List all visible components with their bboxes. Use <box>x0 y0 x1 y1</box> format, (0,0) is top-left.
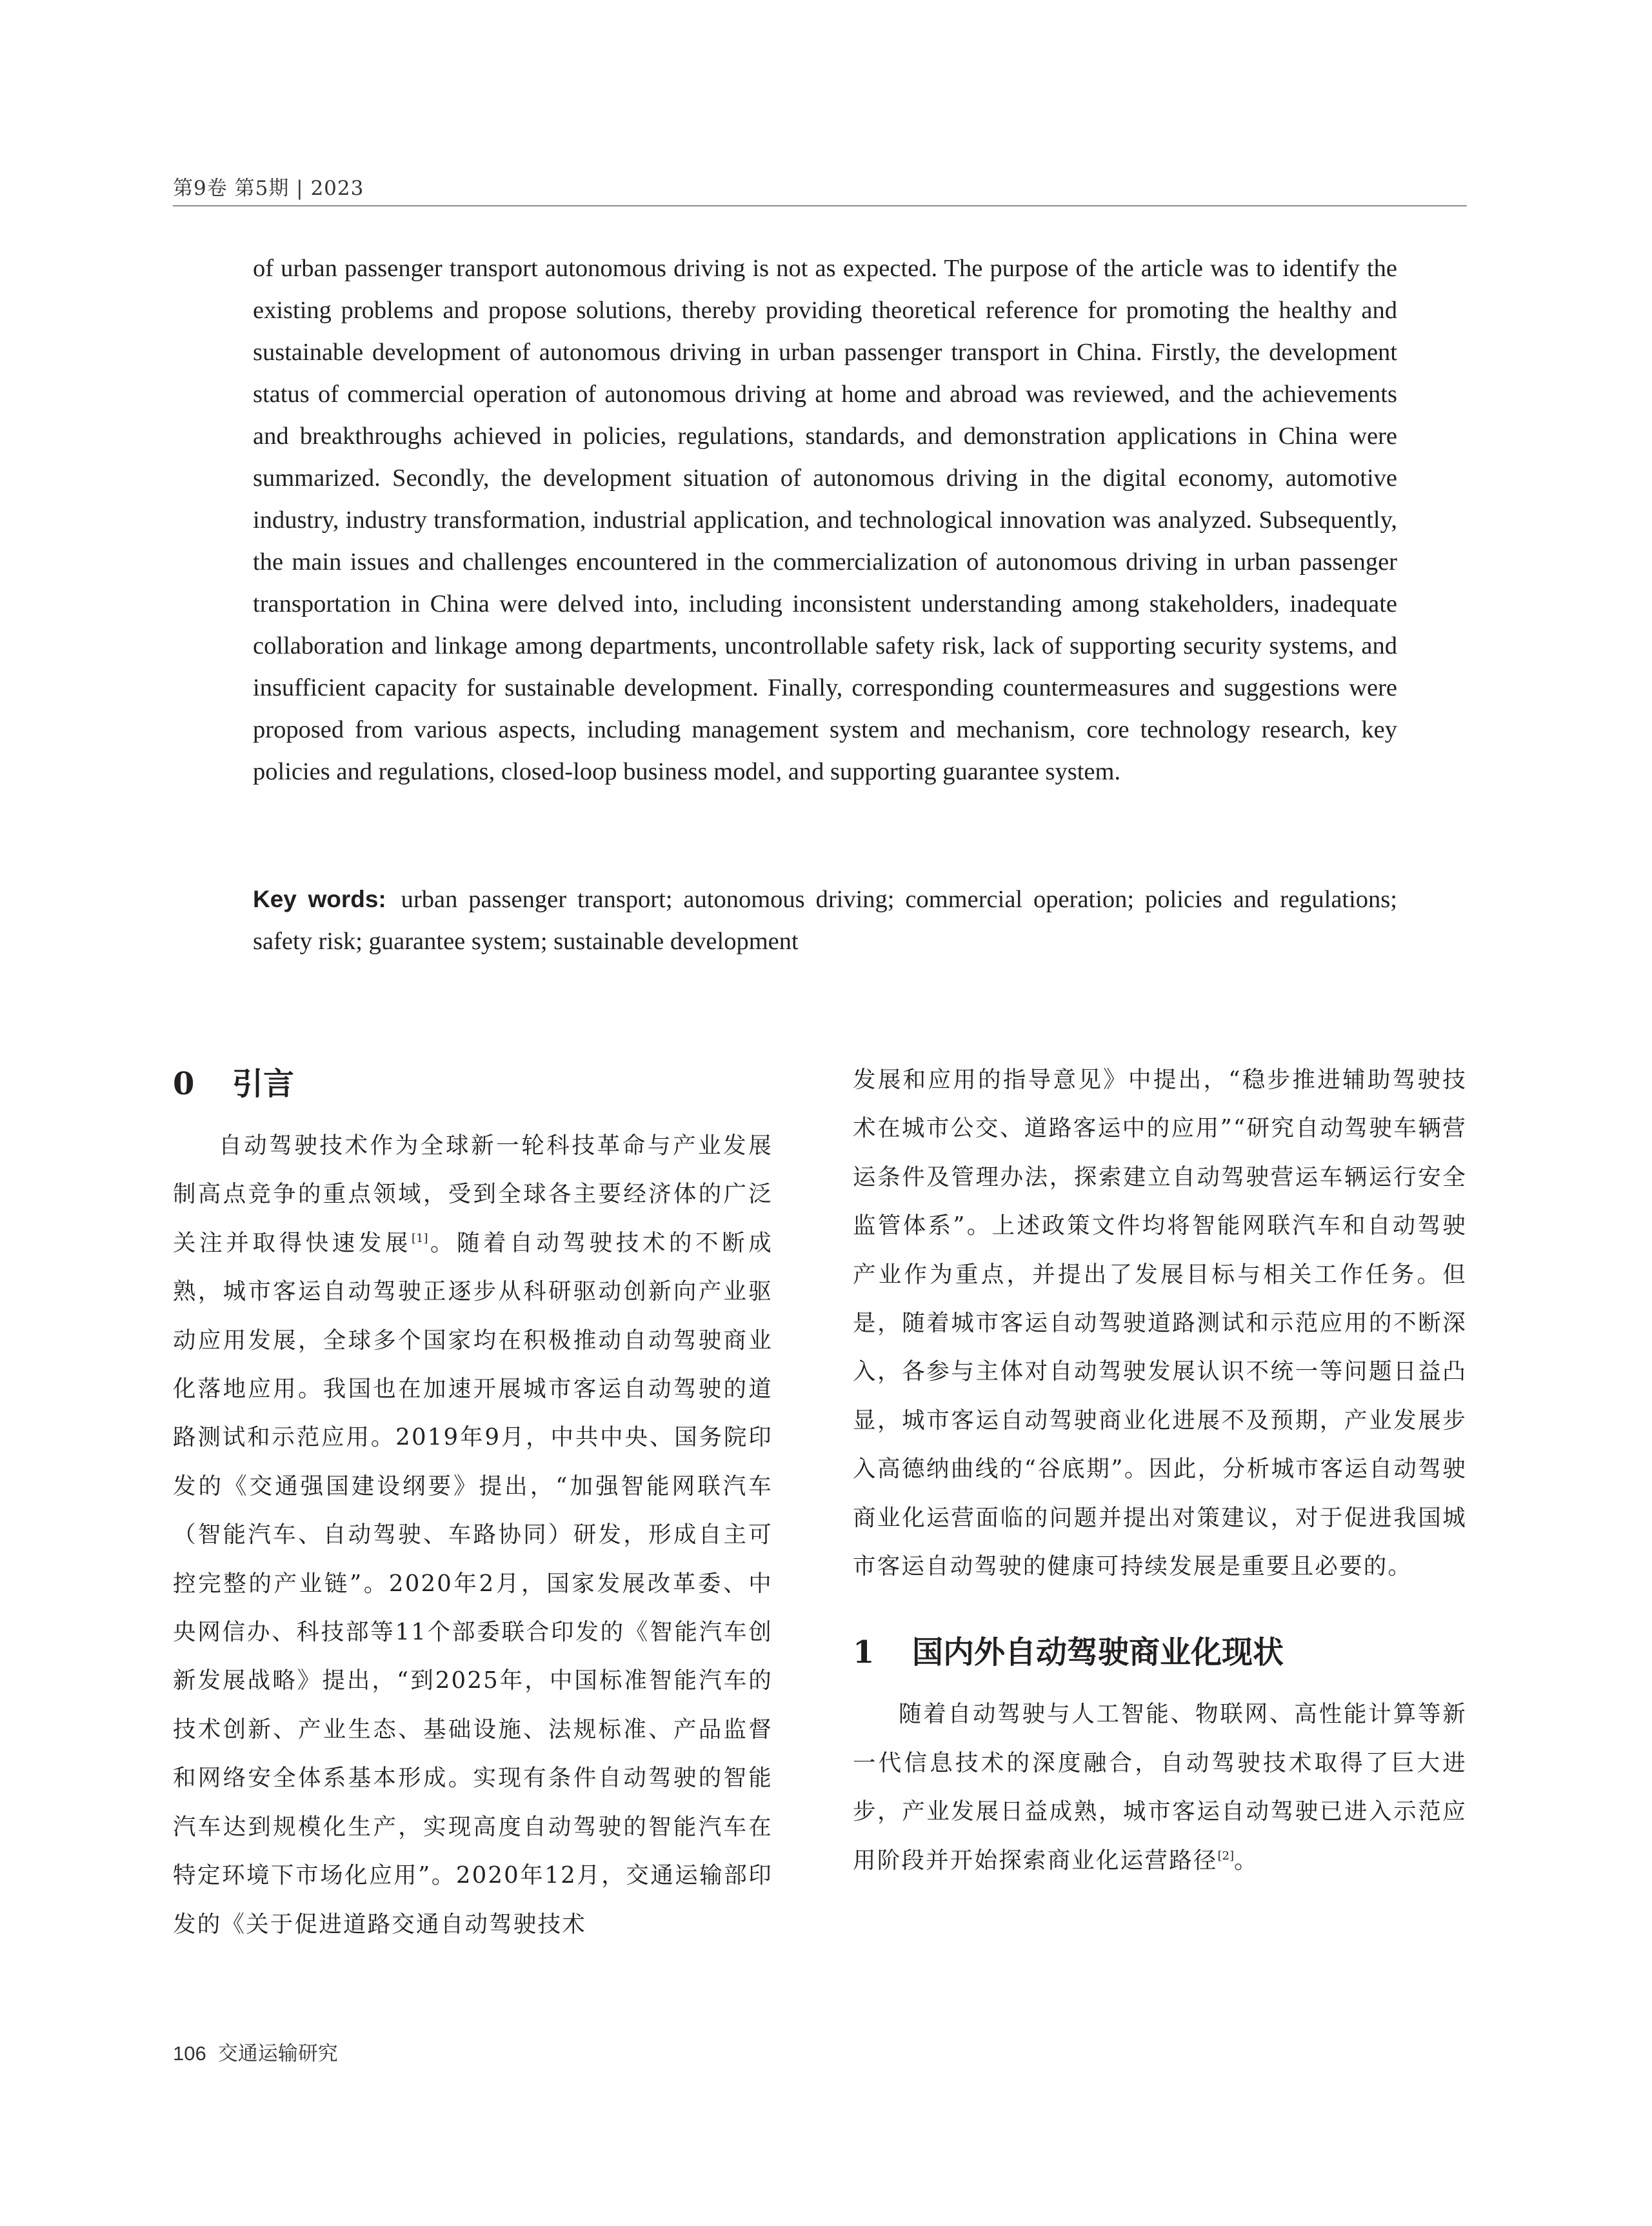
journal-name: 交通运输研究 <box>217 2042 338 2065</box>
section-1-paragraph <box>853 1690 1467 1885</box>
abstract-text: of urban passenger transport autonomous driving is not as expected. The purpose of the article was to identify the existing problems and propose solutions, thereby providing theoretical reference for promoting the healthy and sustainable development of autonomous driving in urban passenger transport in China. Firstly, the development status of commercial operation of autonomous driving at home and abroad was reviewed, and the achievements and breakthroughs achieved in policies, regulations, standards, and demonstration applications in China were summarized. Secondly, the development situation of autonomous driving in the digital economy, automotive industry, industry transformation, industrial application, and technological innovation was analyzed. Subsequently, the main issues and challenges encountered in the commercialization of autonomous driving in urban passenger transportation in China were delved into, including inconsistent understanding among stakeholders, inadequate collaboration and linkage among departments, uncontrollable safety risk, lack of supporting security systems, and insufficient capacity for sustainable development. Finally, corresponding countermeasures and suggestions were proposed from various aspects, including management system and mechanism, core technology research, key policies and regulations, closed-loop business model, and supporting guarantee system. <box>253 255 1397 785</box>
section-1-number: 1 <box>853 1634 875 1671</box>
citation-ref: [2] <box>1217 1849 1235 1863</box>
paragraph-text: 自动驾驶技术作为全球新一轮科技革命与产业发展制高点竞争的重点领域，受到全球各主要经济体的广泛关注并取得快速发展 <box>173 1132 773 1256</box>
citation-ref: [1] <box>412 1231 428 1245</box>
left-column <box>173 1058 773 1949</box>
running-header: 第9卷 第5期 | 2023 <box>173 177 364 200</box>
keywords-label: Key words: <box>253 886 386 912</box>
section-0-title: 引言 <box>232 1066 295 1102</box>
section-0-paragraph <box>173 1121 773 1949</box>
page-number: 106 <box>173 2042 206 2065</box>
header-divider <box>173 205 1467 206</box>
paragraph-text: 。随着自动驾驶技术的不断成熟，城市客运自动驾驶正逐步从科研驱动创新向产业驱动应用发展，全球多个国家均在积极推动自动驾驶商业化落地应用。我国也在加速开展城市客运自动驾驶的道路测试和示范应用。2019年9月，中共中央、国务院印发的《交通强国建设纲要》提出，“加强智能网联汽车（智能汽车、自动驾驶、车路协同）研发，形成自主可控完整的产业链”。2020年2月，国家发展改革委、中央网信办、科技部等11个部委联合印发的《智能汽车创新发展战略》提出，“到2025年，中国标准智能汽车的技术创新、产业生态、基础设施、法规标准、产品监督和网络安全体系基本形成。实现有条件自动驾驶的智能汽车达到规模化生产，实现高度自动驾驶的智能汽车在特定环境下市场化应用”。2020年12月，交通运输部印发的《关于促进道路交通自动驾驶技术 <box>173 1229 773 1938</box>
paragraph-text: 。 <box>1234 1847 1259 1874</box>
keywords-text: urban passenger transport; autonomous driving; commercial operation; policies and regulations; safety risk; guarantee system; sustainable development <box>253 886 1397 955</box>
page-footer <box>173 2037 338 2066</box>
right-column <box>853 1056 1467 1885</box>
section-0-number: 0 <box>173 1066 195 1102</box>
section-1-title: 国内外自动驾驶商业化现状 <box>912 1634 1284 1671</box>
section-0-heading <box>173 1058 773 1110</box>
section-0-paragraph-continued: 发展和应用的指导意见》中提出，“稳步推进辅助驾驶技术在城市公交、道路客运中的应用”“研究自动驾驶车辆营运条件及管理办法，探索建立自动驾驶营运车辆运行安全监管体系”。上述政策文件均将智能网联汽车和自动驾驶产业作为重点，并提出了发展目标与相关工作任务。但是，随着城市客运自动驾驶道路测试和示范应用的不断深入，各参与主体对自动驾驶发展认识不统一等问题日益凸显，城市客运自动驾驶商业化进展不及预期，产业发展步入高德纳曲线的“谷底期”。因此，分析城市客运自动驾驶商业化运营面临的问题并提出对策建议，对于促进我国城市客运自动驾驶的健康可持续发展是重要且必要的。 <box>853 1067 1467 1580</box>
keywords <box>253 878 1397 963</box>
section-1-heading <box>853 1627 1467 1678</box>
paragraph-text: 随着自动驾驶与人工智能、物联网、高性能计算等新一代信息技术的深度融合，自动驾驶技术取得了巨大进步，产业发展日益成熟，城市客运自动驾驶已进入示范应用阶段并开始探索商业化运营路径 <box>853 1701 1467 1874</box>
